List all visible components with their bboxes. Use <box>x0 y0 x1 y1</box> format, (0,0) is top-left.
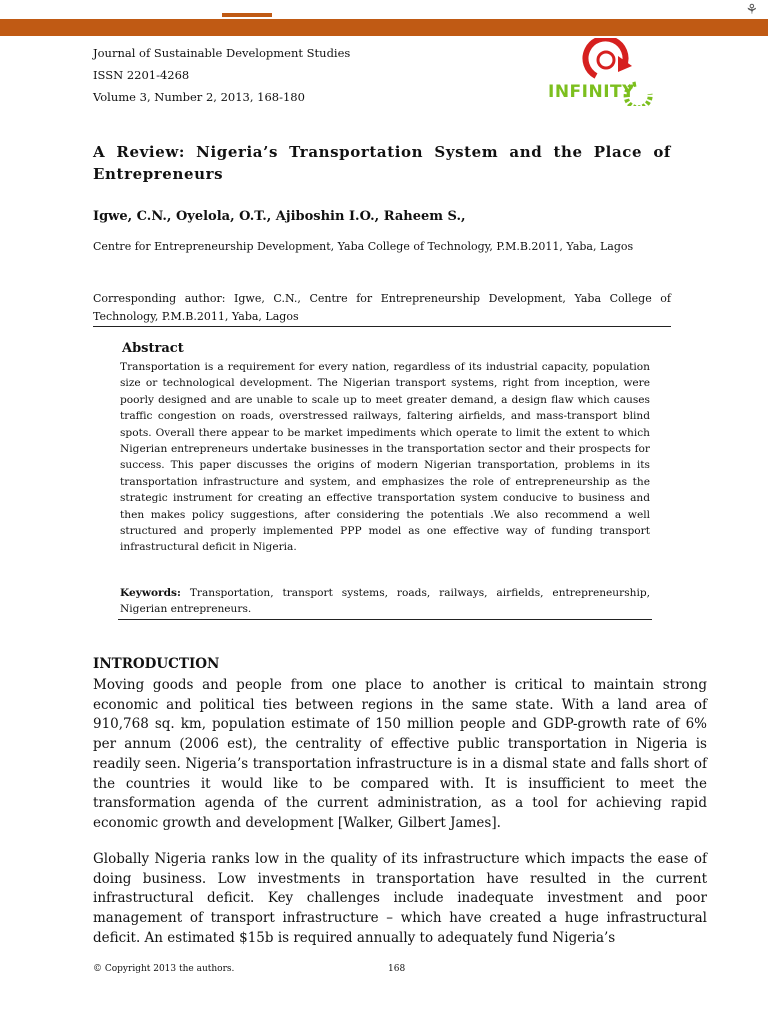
journal-volume: Volume 3, Number 2, 2013, 168-180 <box>93 90 305 104</box>
keywords-divider <box>118 619 652 620</box>
abstract-body: Transportation is a requirement for every nation, regardless of its industrial capacity, population size or technological development. The Nigerian transport systems, right from inception, were poorly designed and are unable to scale up to meet greater demand, a design flaw which causes traffic congestion on roads, overstressed railways, faltering airfields, and mass-transport blind spots. Overall there appear to be market impediments which operate to limit the extent to which Nigerian entrepreneurs undertake businesses in the transportation sector and their prospects for success. This paper discusses the origins of modern Nigerian transportation, problems in its transportation infrastructure and system, and emphasizes the role of entrepreneurship as the strategic instrument for creating an effective transportation system conducive to business and then makes policy suggestions, after considering the potentials .We also recommend a well structured and properly implemented PPP model as one effective way of funding transport infrastructural deficit in Nigeria. <box>120 361 650 554</box>
paper-affiliation: Centre for Entrepreneurship Development, Yaba College of Technology, P.M.B.2011, Yaba, Lagos <box>93 240 634 253</box>
introduction-heading: INTRODUCTION <box>93 656 220 672</box>
banner-stripe <box>0 19 768 36</box>
journal-name: Journal of Sustainable Development Studies <box>93 46 351 60</box>
keywords <box>120 585 650 617</box>
keywords-label: Keywords: <box>120 587 181 599</box>
ornament-icon: ⚘ <box>745 2 758 18</box>
infinity-logo <box>546 38 664 106</box>
introduction-paragraph-1: Moving goods and people from one place to another is critical to maintain strong economic and political ties between regions in the same state. With a land area of 910,768 sq. km, population estimate of 150 million people and GDP-growth rate of 6% per annum (2006 est), the centrality of effective public transportation in Nigeria is readily seen. Nigeria’s transportation infrastructure is in a dismal state and falls short of the countries it would like to be compared with. It is insufficient to meet the transformation agenda of the current administration, as a tool for achieving rapid economic growth and development [Walker, Gilbert James]. <box>93 677 707 831</box>
paper-title: A Review: Nigeria’s Transportation System and the Place of Entrepreneurs <box>93 143 671 183</box>
keywords-list: Transportation, transport systems, roads, railways, airfields, entrepreneurship, Nigerian entrepreneurs. <box>120 587 650 615</box>
journal-info <box>93 42 350 108</box>
paper-authors: Igwe, C.N., Oyelola, O.T., Ajiboshin I.O., Raheem S., <box>93 209 466 224</box>
introduction-paragraph-2: Globally Nigeria ranks low in the quality of its infrastructure which impacts the ease of doing business. Low investments in transportation have resulted in the current infrastructural deficit. Key challenges include inadequate investment and poor management of transport infrastructure – which have created a huge infrastructural deficit. An estimated $15b is required annually to adequately fund Nigeria’s <box>93 851 707 946</box>
corresponding-author: Corresponding author: Igwe, C.N., Centre for Entrepreneurship Development, Yaba College of Technology, P.M.B.2011, Yaba, Lagos <box>93 292 671 323</box>
banner-tab <box>222 13 272 17</box>
divider <box>93 326 671 327</box>
logo-text: INFINITY <box>548 82 635 102</box>
top-banner <box>0 0 768 36</box>
copyright: © Copyright 2013 the authors. <box>93 964 235 974</box>
journal-issn: ISSN 2201-4268 <box>93 68 190 82</box>
abstract-heading: Abstract <box>122 341 184 356</box>
page-number: 168 <box>388 964 406 974</box>
